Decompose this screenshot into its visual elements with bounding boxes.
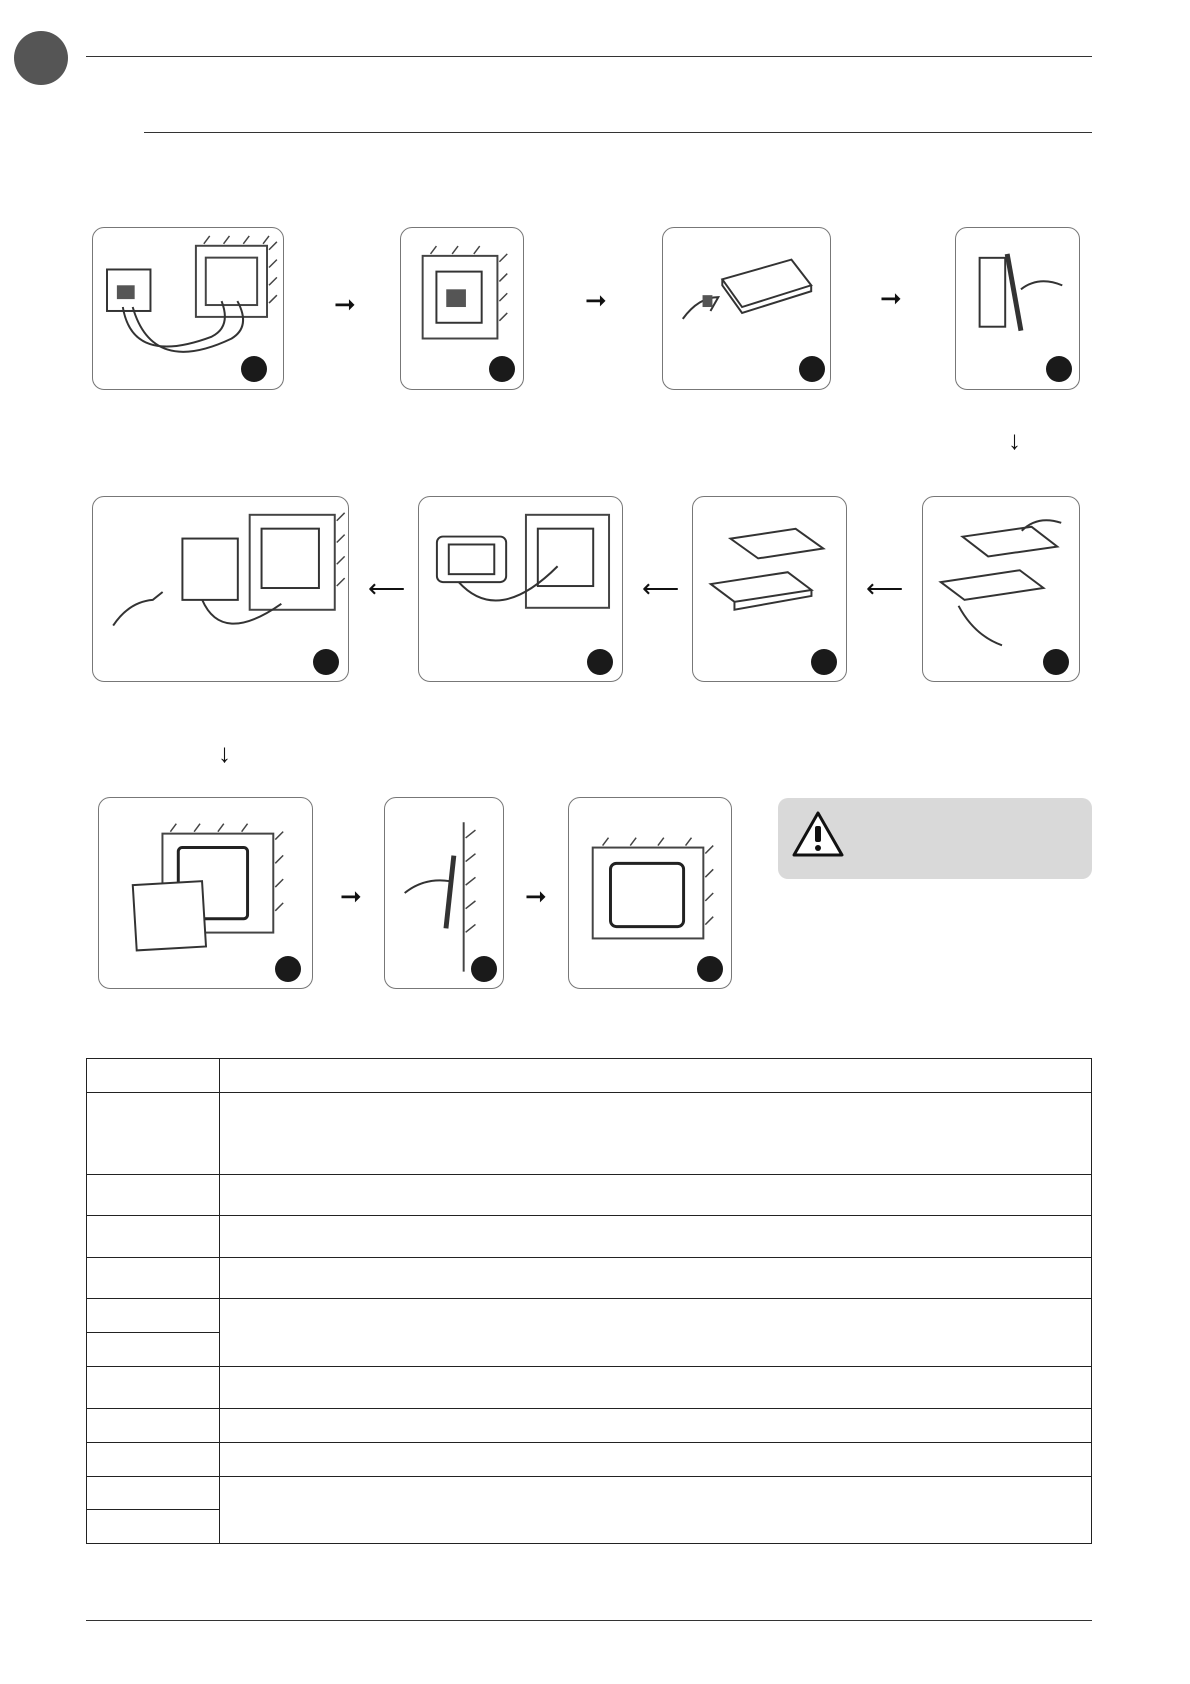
arrow-right: ➞: [334, 289, 356, 319]
step-number-8: [313, 649, 339, 675]
warning-callout: [778, 798, 1092, 879]
step-panel-7: [418, 496, 623, 682]
step-number-7: [587, 649, 613, 675]
arrow-down: ↓: [218, 738, 231, 768]
arrow-down: ↓: [1008, 425, 1021, 455]
step-panel-6: [692, 496, 847, 682]
table-row: [87, 1477, 1092, 1510]
step-number-1: [241, 356, 267, 382]
table-row: [87, 1443, 1092, 1477]
step-panel-9: [98, 797, 313, 989]
step-panel-10: [384, 797, 504, 989]
table-row: [87, 1216, 1092, 1258]
table-row: [87, 1093, 1092, 1175]
specs-table: [86, 1058, 1092, 1544]
table-row: [87, 1299, 1092, 1333]
warning-triangle-icon: [792, 810, 844, 858]
table-row: [87, 1258, 1092, 1299]
arrow-left: ⟵: [642, 573, 680, 603]
step-number-4: [1046, 356, 1072, 382]
step-number-11: [697, 956, 723, 982]
step-number-9: [275, 956, 301, 982]
header-rule-sub: [144, 132, 1092, 133]
step-panel-4: [955, 227, 1080, 390]
step-panel-1: [92, 227, 284, 390]
table-row: [87, 1059, 1092, 1093]
table-row: [87, 1175, 1092, 1216]
arrow-left: ⟵: [368, 573, 406, 603]
footer-rule: [86, 1620, 1092, 1621]
arrow-right: ➞: [340, 881, 362, 911]
arrow-left: ⟵: [866, 573, 904, 603]
step-panel-2: [400, 227, 524, 390]
table-row: [87, 1367, 1092, 1409]
step-number-10: [471, 956, 497, 982]
step-panel-11: [568, 797, 732, 989]
step-panel-8: [92, 496, 349, 682]
step-number-5: [1043, 649, 1069, 675]
step-number-6: [811, 649, 837, 675]
step-panel-3: [662, 227, 831, 390]
arrow-right: ➞: [585, 285, 607, 315]
step-number-3: [799, 356, 825, 382]
table-row: [87, 1409, 1092, 1443]
header-rule-top: [86, 56, 1092, 57]
arrow-right: ➞: [525, 881, 547, 911]
section-badge: [14, 31, 68, 85]
step-panel-5: [922, 496, 1080, 682]
step-number-2: [489, 356, 515, 382]
arrow-right: ➞: [880, 283, 902, 313]
